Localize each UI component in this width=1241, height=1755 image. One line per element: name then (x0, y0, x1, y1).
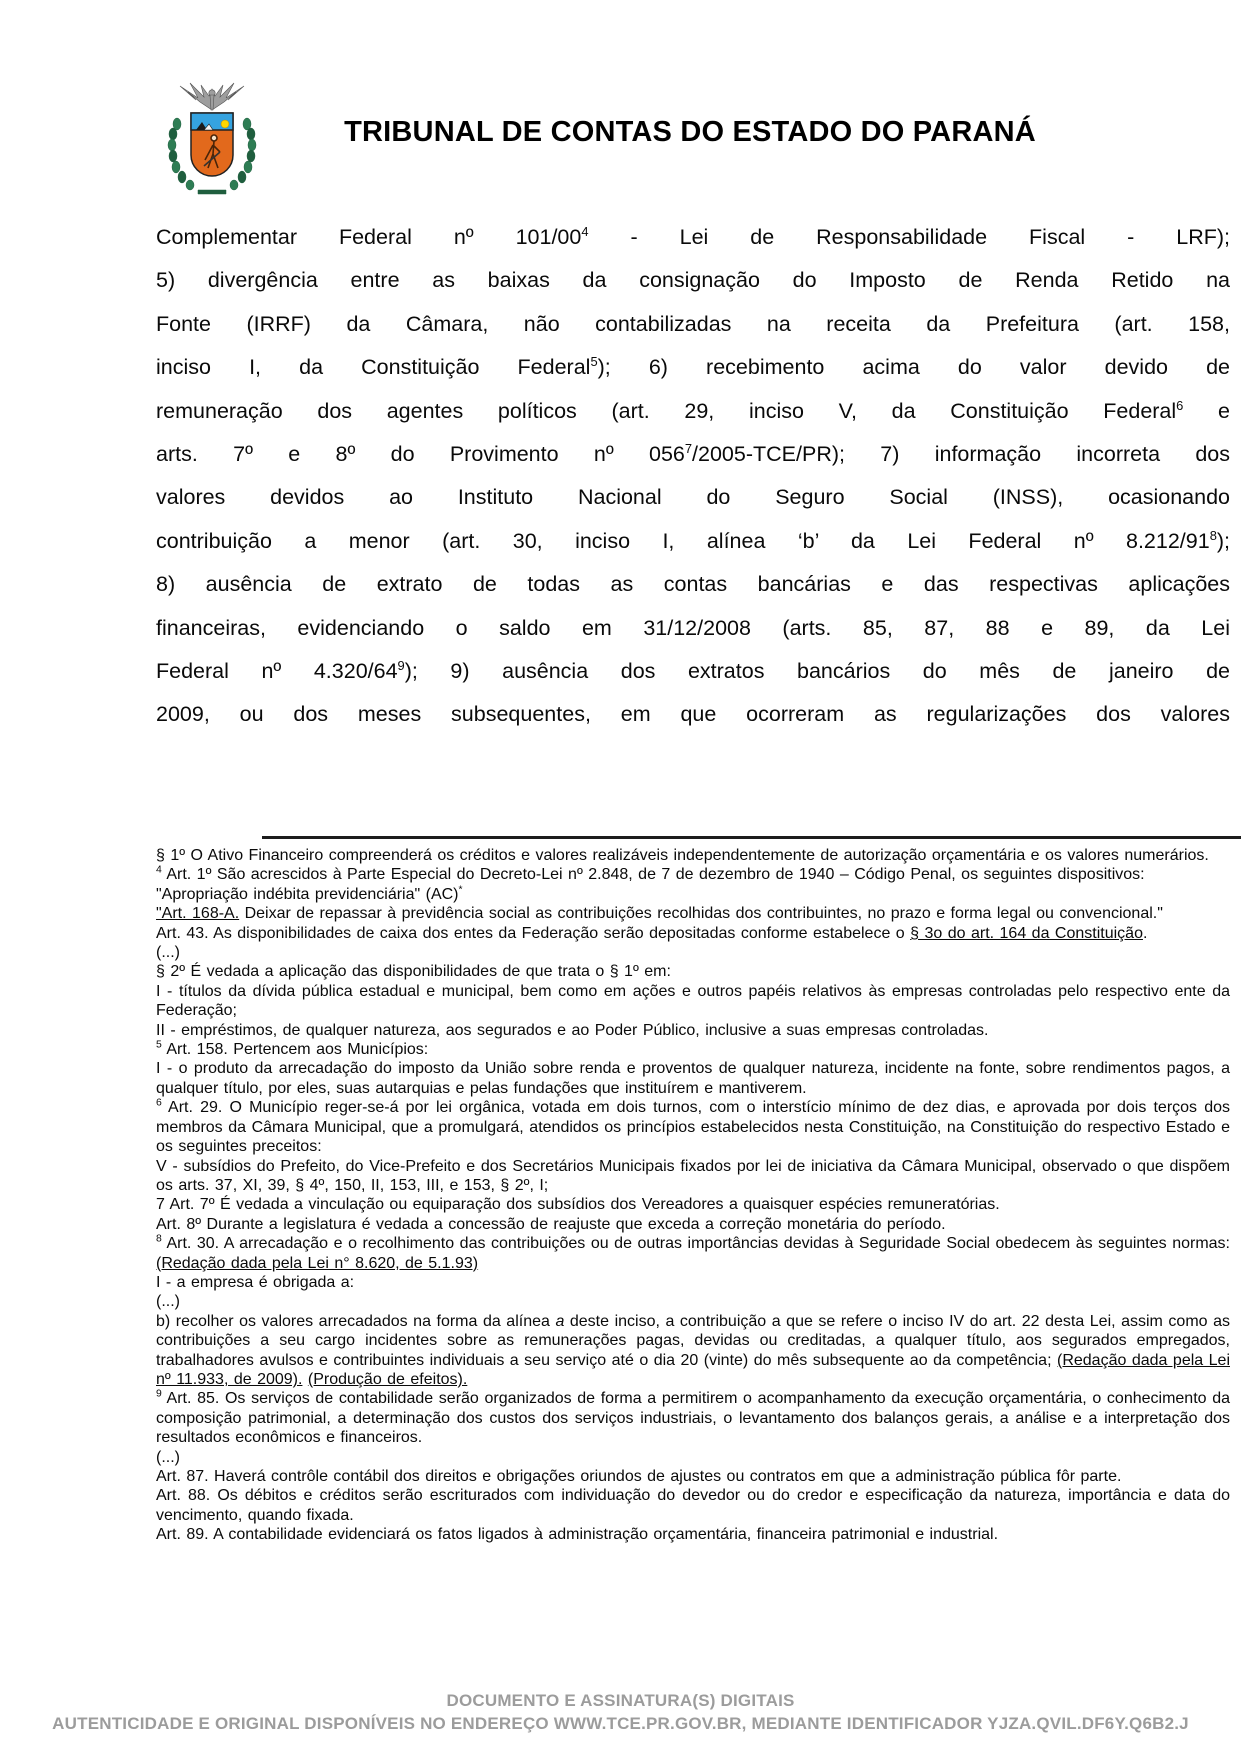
footnote-separator-rule (262, 836, 1241, 839)
footnote-paragraph: $^4$ Art. 1º São acrescidos à Parte Especial do Decreto-Lei nº 2.848, de 7 de dezembro de 1940 – Código Penal, os seguintes dispositivos: (156, 865, 1145, 884)
body-text-line: Fonte (IRRF) da Câmara, não contabilizadas na receita da Prefeitura (art. 158, (156, 311, 1230, 336)
footnote-paragraph: Art. 89. A contabilidade evidenciará os fatos ligados à administração orçamentária, financeira patrimonial e industrial. (156, 1526, 999, 1544)
body-text-line: arts. 7º e 8º do Provimento nº $056^7/2005-TCE/PR$); 7) informação incorreta dos (156, 440, 1230, 467)
footnote-paragraph: (...) (156, 1448, 180, 1466)
body-text-line: financeiras, evidenciando o saldo em 31/12/2008 (arts. 85, 87, 88 e 89, da Lei (156, 615, 1230, 640)
shield-icon (191, 113, 233, 176)
main-text (156, 216, 1230, 737)
footnote-paragraph: Art. 87. Haverá contrôle contábil dos direitos e obrigações oriundos de ajustes ou contratos em que a administração pública fôr parte. (156, 1468, 1122, 1485)
footnote-paragraph: Art. 8º Durante a legislatura é vedada a concessão de reajuste que exceda a correção monetária do período. (156, 1215, 946, 1233)
body-text-line: inciso I, da Constituição Federal$^5$); 6) recebimento acima do valor devido de (156, 354, 1230, 380)
body-text-line: remuneração dos agentes políticos (art. 29, inciso V, da Constituição Federal$^6$ e (156, 397, 1230, 423)
footnote-paragraph: Art. 88. Os débitos e créditos serão escriturados com individuação do devedor ou do credor e especificação da natureza, importância e data do vencimento, quando fixada. (156, 1487, 1230, 1524)
footnotes-section (156, 846, 1230, 1545)
footnote-paragraph: Art. 43. As disponibilidades de caixa dos entes da Federação serão depositadas conforme estabelece o § 3o do art. 164 da Constituição. (156, 924, 1148, 942)
footnote-paragraph: $^8$ Art. 30. A arrecadação e o recolhimento das contribuições ou de outras importâncias devidas à Seguridade Social obedecem às seguintes normas: (Redação dada pela Lei n° 8.620, de 5.1.93) (156, 1233, 1230, 1272)
footnote-paragraph: I - o produto da arrecadação do imposto da União sobre renda e proventos de qualquer natureza, incidente na fonte, sobre rendimentos pagos, a qualquer título, por eles, suas autarquias e pelas fundações que instituírem e mantiverem. (156, 1060, 1230, 1097)
body-text-line: Complementar Federal nº $101/00^4$ - Lei de Responsabilidade Fiscal - LRF); (156, 223, 1231, 249)
page-title: TRIBUNAL DE CONTAS DO ESTADO DO PARANÁ (344, 116, 1036, 148)
eagle-icon (180, 83, 244, 110)
footnote-paragraph: I - títulos da dívida pública estadual e municipal, bem como em ações e outros papéis relativos às empresas controladas pelo respectivo ente da Federação; (156, 982, 1230, 1020)
footer-authenticity-label: AUTENTICIDADE E ORIGINAL DISPONÍVEIS NO ENDEREÇO WWW.TCE.PR.GOV.BR, MEDIANTE IDENTIFICADOR YJZA.QVIL.DF6Y.Q6B2.J (52, 1713, 1189, 1733)
footnote-paragraph: $^6$ Art. 29. O Município reger-se-á por lei orgânica, votada em dois turnos, com o interstício mínimo de dez dias, e aprovada por dois terços dos membros da Câmara Municipal, que a promulgará, atendidos os princípios estabelecidos nesta Constituição, na Constituição do respectivo Estado e os seguintes preceitos: (156, 1097, 1230, 1156)
body-text-line: 8) ausência de extrato de todas as contas bancárias e das respectivas aplicações (156, 572, 1230, 597)
tce-parana-coat-of-arms-logo (160, 80, 264, 198)
footnote-paragraph: § 1º O Ativo Financeiro compreenderá os créditos e valores realizáveis independentemente de autorização orçamentária e os valores numerários. (156, 847, 1209, 864)
footnote-paragraph: $^5$ Art. 158. Pertencem aos Municípios: (156, 1039, 429, 1059)
body-text-line: contribuição a menor (art. 30, inciso I, alínea ‘b’ da Lei Federal nº $8.212/91^8$); (156, 527, 1230, 553)
footnote-paragraph: b) recolher os valores arrecadados na forma da alínea a deste inciso, a contribuição a que se refere o inciso IV do art. 22 desta Lei, assim como as contribuições a seu cargo incidentes sobre as remunerações pagas, devidas ou creditadas, a qualquer título, aos segurados empregados, trabalhadores avulsos e contribuintes individuais a seu serviço até o dia 20 (vinte) do mês subsequente ao da competência; (Redação dada pela Lei nº 11.933, de 2009). (Produção de efeitos). (156, 1312, 1230, 1388)
footnote-paragraph: V - subsídios do Prefeito, do Vice-Prefeito e dos Secretários Municipais fixados por lei de iniciativa da Câmara Municipal, observado o que dispõem os arts. 37, XI, 39, § 4º, 150, II, 153, III, e 153, § 2º, I; (156, 1157, 1230, 1194)
footnote-paragraph: $^9$ Art. 85. Os serviços de contabilidade serão organizados de forma a permitirem o acompanhamento da execução orçamentária, o conhecimento da composição patrimonial, a determinação dos custos dos serviços industriais, o levantamento dos balanços gerais, a análise e a interpretação dos resultados econômicos e financeiros. (156, 1389, 1230, 1447)
footnote-paragraph: § 2º É vedada a aplicação das disponibilidades de que trata o § 1º em: (156, 963, 671, 981)
document-footer (0, 1690, 1241, 1735)
body-text-line: Federal nº $4.320/64^9$); 9) ausência dos extratos bancários do mês de janeiro de (156, 657, 1230, 684)
footnote-paragraph: "Art. 168-A. Deixar de repassar à previdência social as contribuições recolhidas dos contribuintes, no prazo e forma legal ou convencional." (156, 905, 1163, 923)
footnote-paragraph: "Apropriação indébita previdenciária" (AC)* (156, 884, 463, 903)
footnote-paragraph: 7 Art. 7º É vedada a vinculação ou equiparação dos subsídios dos Vereadores a quaisquer espécies remuneratórias. (156, 1196, 1000, 1214)
body-text-line: 2009, ou dos meses subsequentes, em que ocorreram as regularizações dos valores (156, 702, 1230, 727)
footnote-paragraph: (...) (156, 1293, 180, 1311)
body-text-line: 5) divergência entre as baixas da consignação do Imposto de Renda Retido na (156, 268, 1230, 293)
footnote-paragraph: (...) (156, 944, 180, 962)
footnote-paragraph: I - a empresa é obrigada a: (156, 1273, 355, 1291)
body-text-line: valores devidos ao Instituto Nacional do Seguro Social (INSS), ocasionando (156, 485, 1230, 510)
footer-digital-signature-label: DOCUMENTO E ASSINATURA(S) DIGITAIS (446, 1691, 795, 1710)
footnote-paragraph: II - empréstimos, de qualquer natureza, aos segurados e ao Poder Público, inclusive a suas empresas controladas. (156, 1021, 989, 1039)
